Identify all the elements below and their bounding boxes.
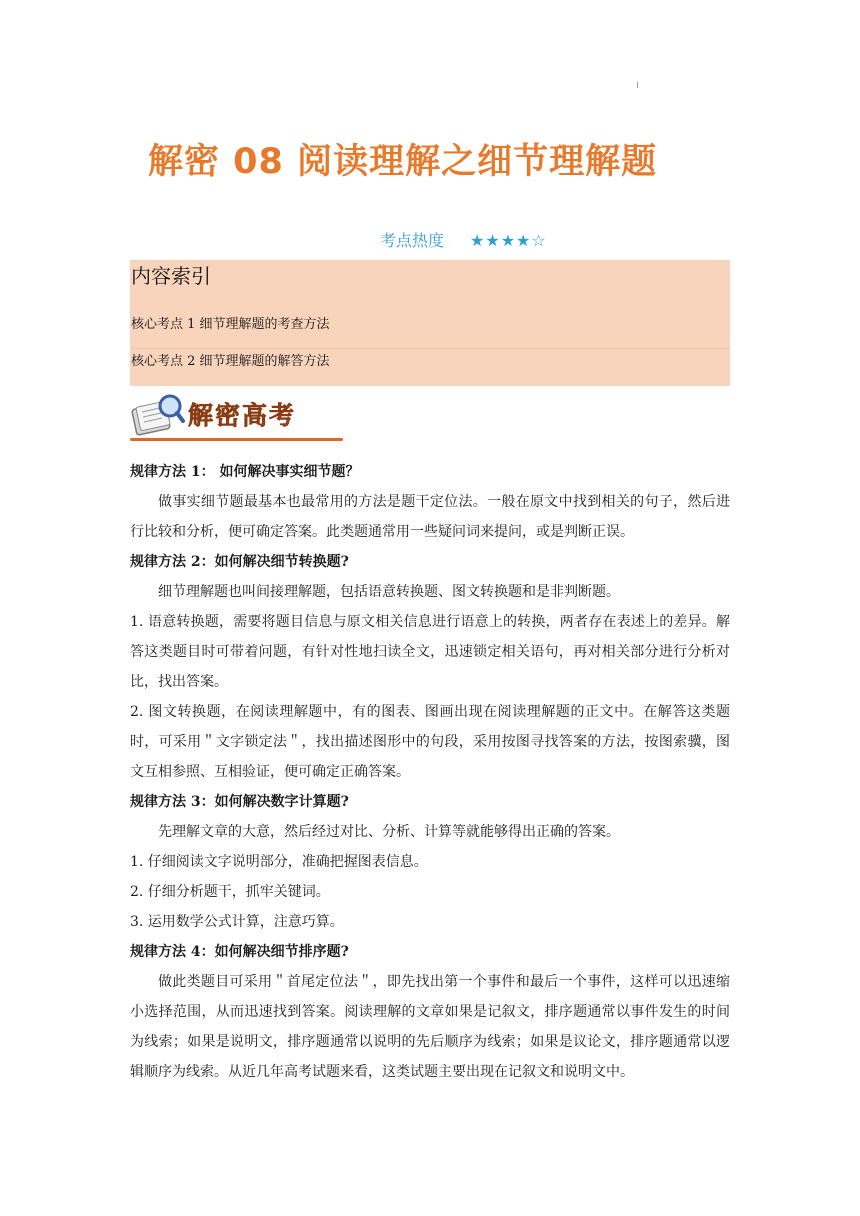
section-3-paragraph-3: 2. 仔细分析题干，抓牢关键词。 bbox=[130, 884, 330, 900]
section-2-paragraph-2: 1. 语意转换题，需要将题目信息与原文相关信息进行语意上的转换，两者存在表述上的差异。解答这类题目时可带着问题，有针对性地扫读全文，迅速锁定相关语句，再对相关部分进行分析对比，找出答案。 bbox=[130, 614, 730, 690]
section-4-paragraph-1: 做此类题目可采用＂首尾定位法＂，即先找出第一个事件和最后一个事件，这样可以迅速缩小选择范围，从而迅速找到答案。阅读理解的文章如果是记叙文，排序题通常以事件发生的时间为线索；如果是说明文，排序题通常以说明的先后顺序为线索；如果是议论文，排序题通常以逻辑顺序为线索。从近几年高考试题来看，这类试题主要出现在记叙文和说明文中。 bbox=[130, 974, 730, 1080]
banner-underline bbox=[130, 438, 343, 441]
heat-rating bbox=[380, 228, 547, 251]
index-title: 内容索引 bbox=[131, 264, 211, 288]
section-3-paragraph-4: 3. 运用数学公式计算，注意巧算。 bbox=[130, 914, 344, 930]
section-2-paragraph-3: 2. 图文转换题，在阅读理解题中，有的图表、图画出现在阅读理解题的正文中。在解答这类题时，可采用＂文字锁定法＂，找出描述图形中的句段，采用按图寻找答案的方法，按图索骥，图文互相参照、互相验证，便可确定正确答案。 bbox=[130, 704, 730, 780]
banner-text: 解密高考 bbox=[188, 401, 297, 430]
index-item-2: 核心考点 2 细节理解题的解答方法 bbox=[131, 354, 330, 369]
heat-label: 考点热度 bbox=[380, 231, 445, 250]
section-2-heading: 规律方法 2：如何解决细节转换题? bbox=[130, 554, 349, 570]
section-4-heading: 规律方法 4：如何解决细节排序题? bbox=[130, 944, 349, 960]
header-tick-mark bbox=[637, 82, 638, 88]
star-rating-icon: ★★★★☆ bbox=[470, 231, 547, 250]
section-1-paragraph-1: 做事实细节题最基本也最常用的方法是题干定位法。一般在原文中找到相关的句子，然后进行比较和分析，便可确定答案。此类题通常用一些疑问词来提问，或是判断正误。 bbox=[130, 494, 730, 540]
section-3-heading: 规律方法 3：如何解决数字计算题? bbox=[130, 794, 349, 810]
section-3-paragraph-1: 先理解文章的大意，然后经过对比、分析、计算等就能够得出正确的答案。 bbox=[158, 824, 620, 840]
index-divider bbox=[130, 348, 730, 349]
section-1-heading: 规律方法 1： 如何解决事实细节题？ bbox=[130, 464, 360, 480]
index-item-1: 核心考点 1 细节理解题的考查方法 bbox=[131, 317, 330, 332]
page-title: 解密 08 阅读理解之细节理解题 bbox=[148, 142, 658, 182]
magnifier-book-icon bbox=[130, 392, 186, 438]
section-3-paragraph-2: 1. 仔细阅读文字说明部分，准确把握图表信息。 bbox=[130, 854, 428, 870]
section-banner bbox=[130, 392, 345, 444]
section-2-paragraph-1: 细节理解题也叫间接理解题，包括语意转换题、图文转换题和是非判断题。 bbox=[158, 584, 620, 600]
main-content bbox=[130, 457, 730, 1087]
